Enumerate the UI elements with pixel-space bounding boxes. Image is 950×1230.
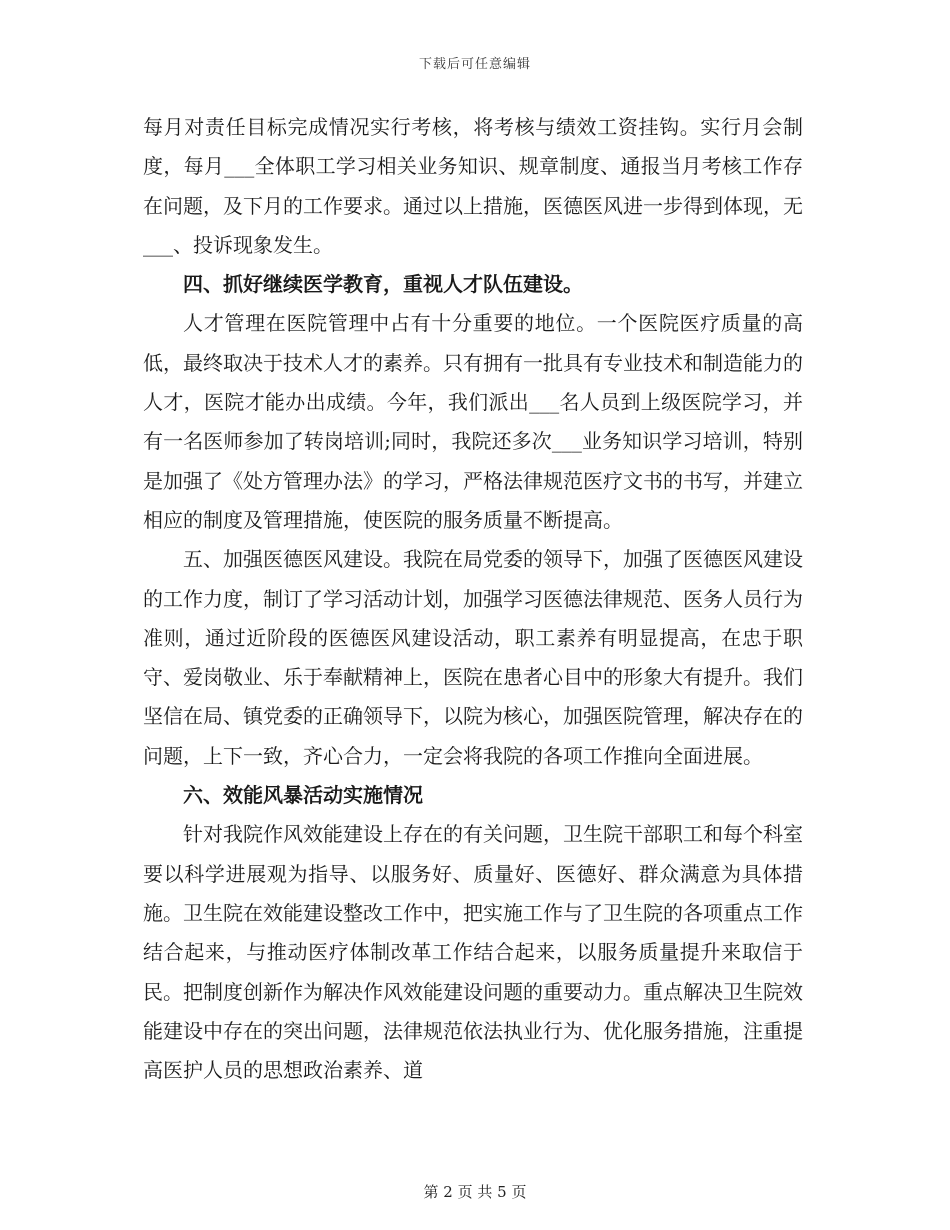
page-number: 第 2 页 共 5 页 — [423, 1183, 527, 1201]
paragraph-medical-ethics: 五、加强医德医风建设。我院在局党委的领导下，加强了医德医风建设的工作力度，制订了学习活动计划，加强学习医德法律规范、医务人员行为准则，通过近阶段的医德医风建设活动，职工素养有明显提高，在忠于职守、爱岗敬业、乐于奉献精神上，医院在患者心目中的形象大有提升。我们坚信在局、镇党委的正确领导下，以院为核心，加强医院管理，解决存在的问题，上下一致，齐心合力，一定会将我院的各项工作推向全面进展。 — [143, 547, 803, 768]
section-heading-6: 六、效能风暴活动实施情况 — [183, 783, 423, 808]
section-heading-4: 四、抓好继续医学教育，重视人才队伍建设。 — [183, 272, 583, 297]
document-body — [143, 108, 803, 1090]
paragraph-continuation: 每月对责任目标完成情况实行考核，将考核与绩效工资挂钩。实行月会制度，每月___全体职工学习相关业务知识、规章制度、通报当月考核工作存在问题，及下月的工作要求。通过以上措施，医德医风进一步得到体现，无___、投诉现象发生。 — [143, 115, 803, 257]
page-header: 下载后可任意编辑 — [418, 57, 531, 72]
paragraph-efficiency-campaign: 针对我院作风效能建设上存在的有关问题，卫生院干部职工和每个科室要以科学进展观为指导、以服务好、质量好、医德好、群众满意为具体措施。卫生院在效能建设整改工作中，把实施工作与了卫生院的各项重点工作结合起来，与推动医疗体制改革工作结合起来，以服务质量提升来取信于民。把制度创新作为解决作风效能建设问题的重要动力。重点解决卫生院效能建设中存在的突出问题，法律规范依法执业行为、优化服务措施，注重提高医护人员的思想政治素养、道 — [143, 822, 803, 1083]
paragraph-talent-management: 人才管理在医院管理中占有十分重要的地位。一个医院医疗质量的高低，最终取决于技术人才的素养。只有拥有一批具有专业技术和制造能力的人才，医院才能办出成绩。今年，我们派出___名人员到上级医院学习，并有一名医师参加了转岗培训;同时，我院还多次___业务知识学习培训，特别是加强了《处方管理办法》的学习，严格法律规范医疗文书的书写，并建立相应的制度及管理措施，使医院的服务质量不断提高。 — [143, 311, 803, 532]
